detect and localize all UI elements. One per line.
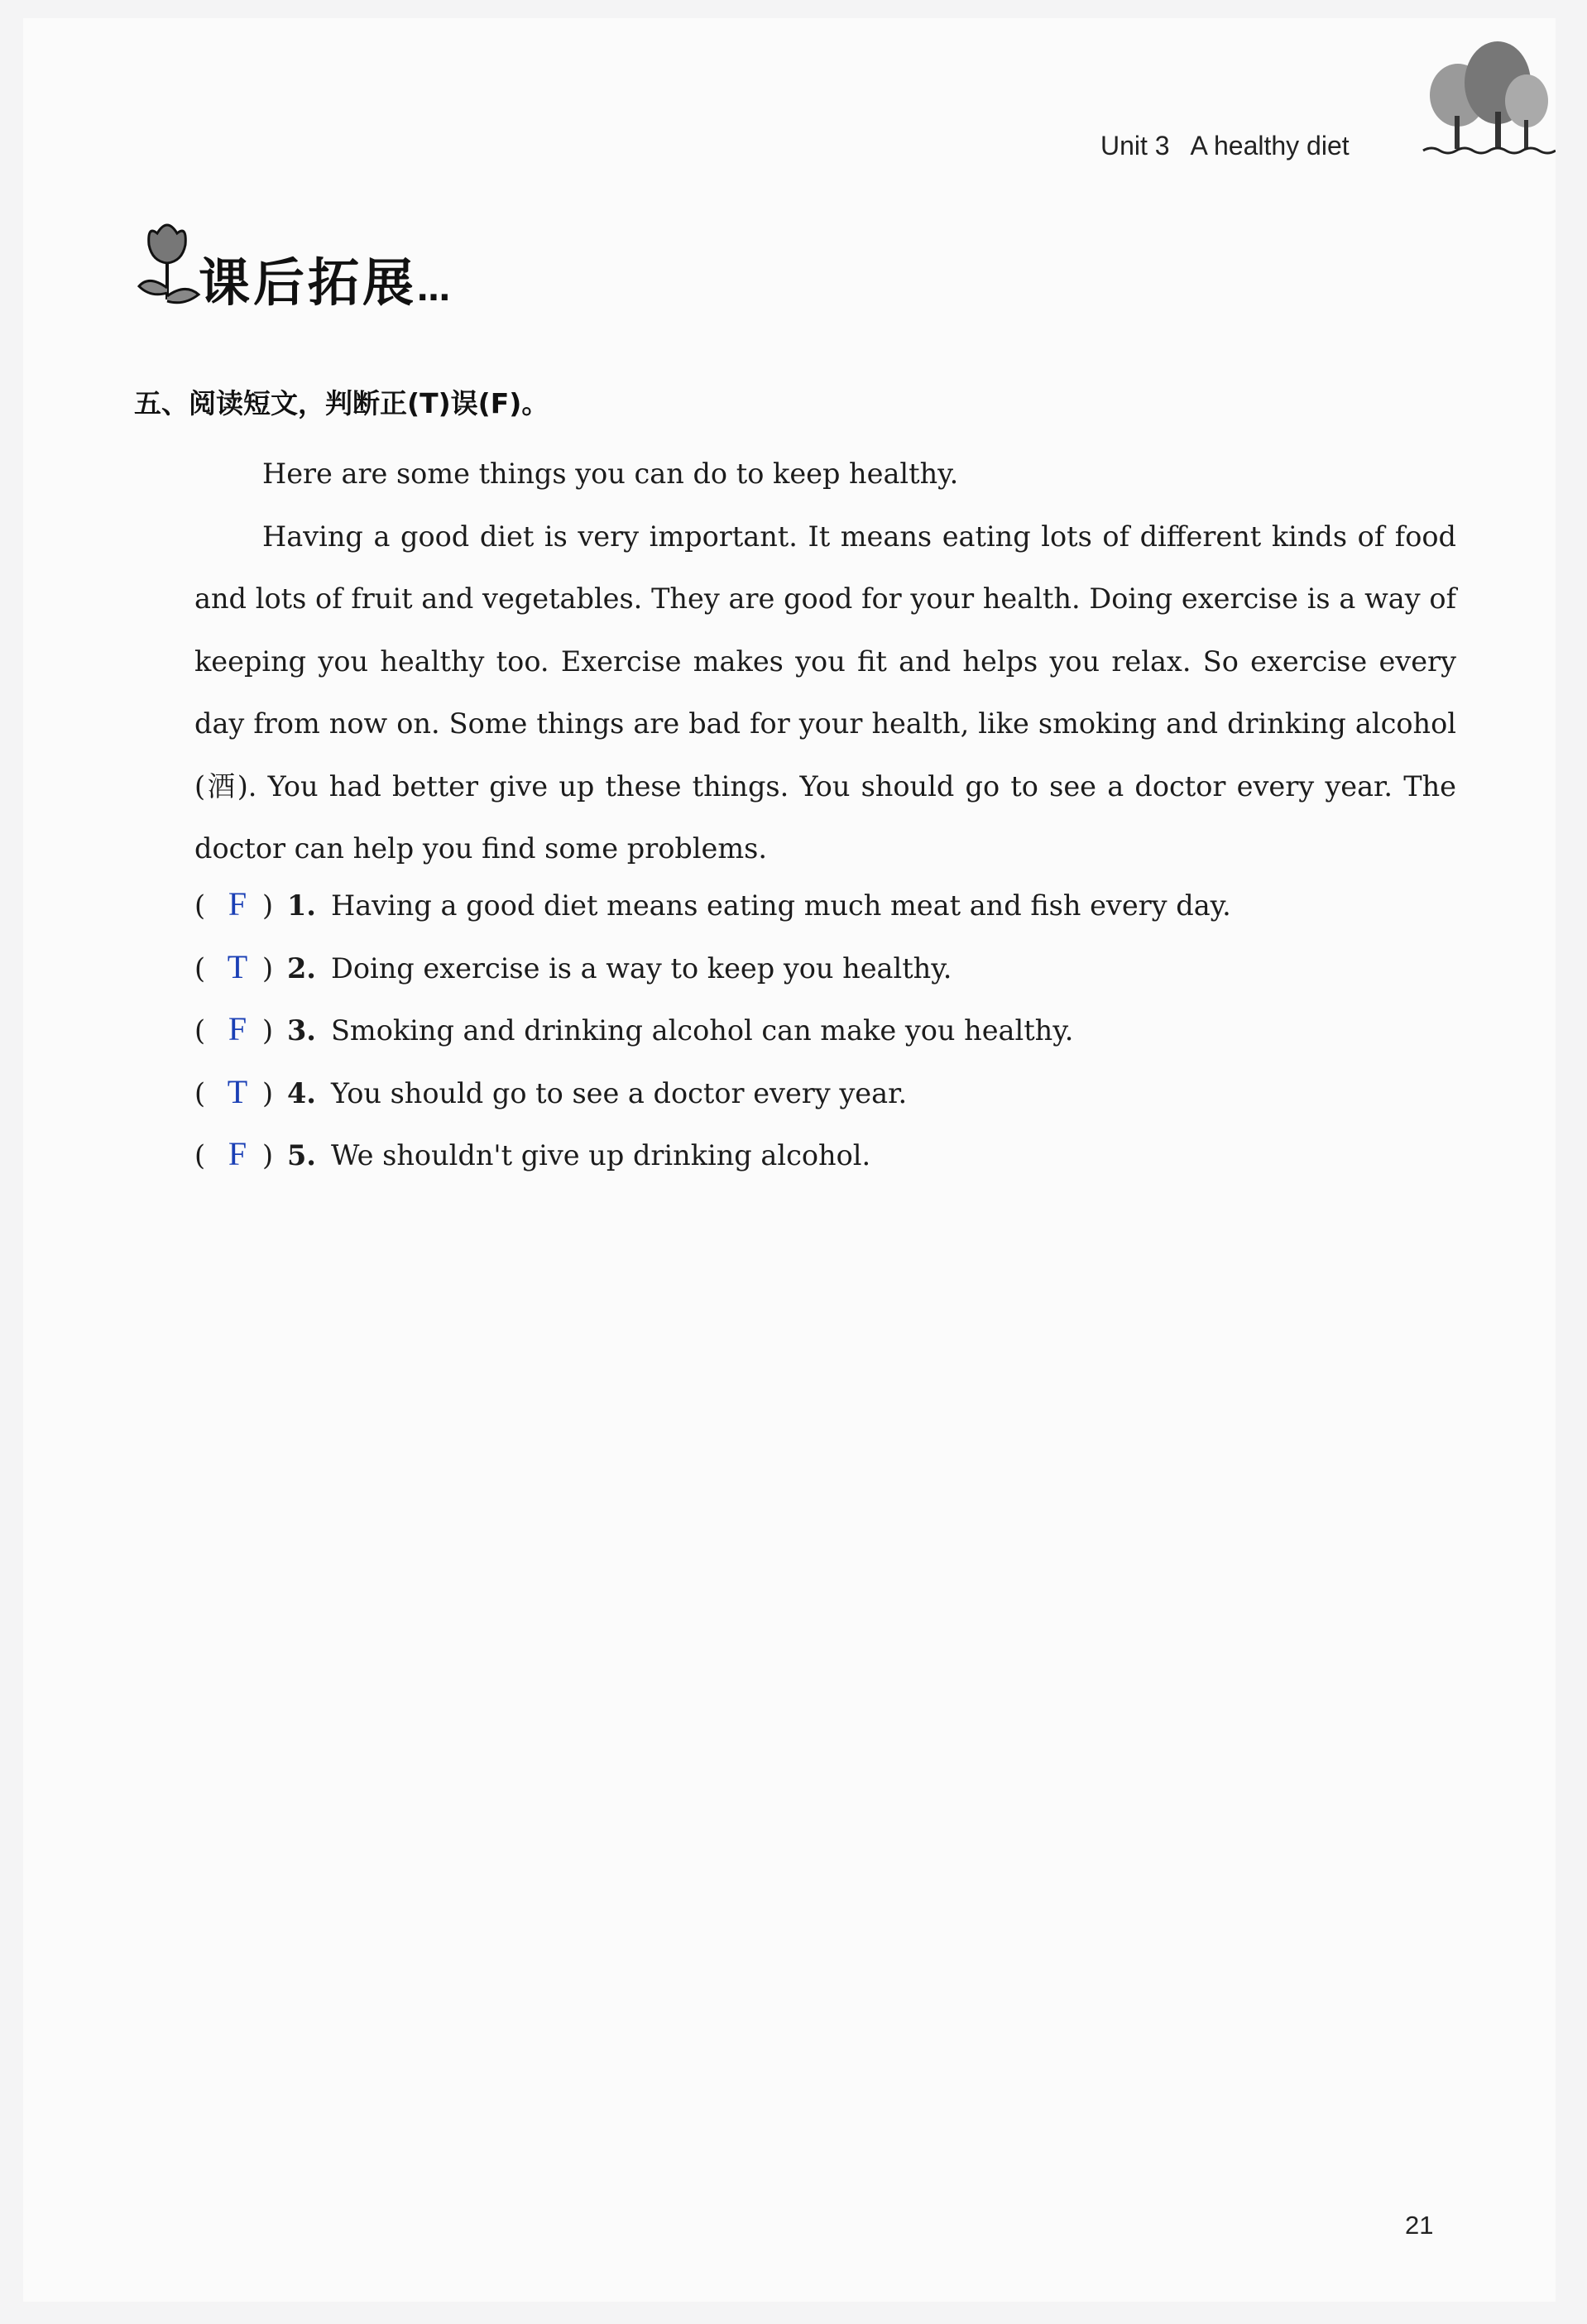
page-number: 21 (1405, 2211, 1434, 2240)
question-item (194, 936, 1456, 999)
banner-title (199, 242, 452, 315)
open-paren: ( (194, 889, 206, 922)
open-paren: ( (194, 951, 206, 985)
passage-paragraph: Having a good diet is very important. It means eating lots of different kinds of food and lots of fruit and vegetables. They are good for your health. Doing exercise is a way of keeping you healthy too. Exercise makes you fit and helps you relax. So exercise every day from now on. Some things are bad for your health, like smoking and drinking alcohol (酒). You had better give up these things. You should go to see a doctor every year. The doctor can help you find some problems. (194, 520, 1456, 865)
close-paren: ) (262, 1014, 274, 1047)
close-paren: ) (262, 889, 274, 922)
question-number: 4. (287, 1076, 316, 1109)
open-paren: ( (194, 1076, 206, 1109)
question-item (194, 873, 1456, 936)
answer-mark: F (228, 1010, 247, 1047)
question-item (194, 1123, 1456, 1186)
trees-icon (1407, 33, 1556, 165)
question-list (194, 873, 1456, 1186)
answer-mark: T (227, 1072, 248, 1110)
unit-title: Unit 3 A healthy diet (1100, 131, 1350, 161)
section-banner (132, 217, 521, 324)
question-number: 1. (287, 889, 316, 922)
reading-passage (194, 443, 1456, 880)
question-text: We shouldn't give up drinking alcohol. (330, 1139, 871, 1172)
close-paren: ) (262, 1076, 274, 1109)
question-number: 2. (287, 951, 316, 985)
answer-mark: T (227, 947, 248, 985)
question-text: You should go to see a doctor every year. (330, 1076, 908, 1109)
open-paren: ( (194, 1014, 206, 1047)
question-text: Having a good diet means eating much meat and fish every day. (330, 889, 1231, 922)
banner-dots: … (417, 271, 453, 309)
close-paren: ) (262, 951, 274, 985)
question-number: 3. (287, 1014, 316, 1047)
banner-title-text: 课后拓展 (199, 252, 418, 313)
open-paren: ( (194, 1139, 206, 1172)
close-paren: ) (262, 1139, 274, 1172)
question-item (194, 1061, 1456, 1124)
question-text: Smoking and drinking alcohol can make you healthy. (330, 1014, 1074, 1047)
answer-mark: F (228, 885, 247, 922)
passage-paragraph: Here are some things you can do to keep healthy. (262, 458, 959, 490)
section-heading: 五、阅读短文，判断正(T)误(F)。 (134, 387, 549, 419)
answer-mark: F (228, 1135, 247, 1172)
question-item (194, 998, 1456, 1061)
question-number: 5. (287, 1139, 316, 1172)
tulip-icon (132, 217, 207, 316)
question-text: Doing exercise is a way to keep you healthy. (330, 951, 952, 985)
